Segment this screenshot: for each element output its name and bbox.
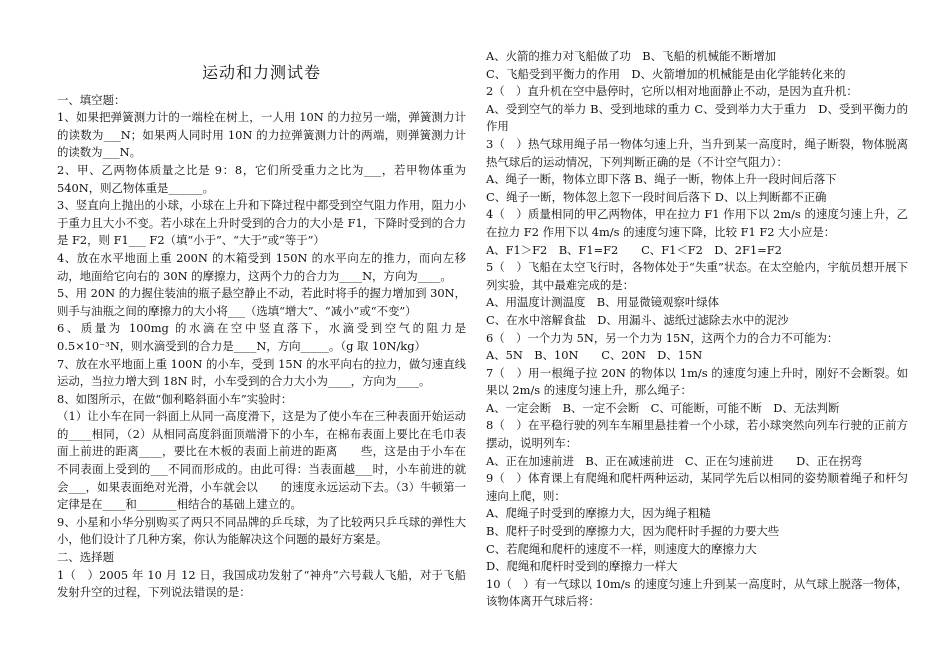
question-fill-1: 1、如果把弹簧测力计的一端栓在树上，一人用 10N 的力拉另一端，弹簧测力计的读数为___N；如果两人同时用 10N 的力拉弹簧测力计的两端，则弹簧测力计的读数为___N。	[57, 110, 466, 160]
choice-line: C、绳子一断，物体忽上忽下一段时间后落下 D、以上判断都不正确	[486, 189, 827, 204]
choice-line: A、F1＞F2 B、F1=F2 C、F1＜F2 D、2F1=F2	[486, 242, 782, 257]
choice-line: A、受到空气的举力 B、受到地球的重力 C、受到举力大于重力 D、受到平衡力的作用	[486, 101, 908, 134]
question-fill-2: 2、甲、乙两物体质量之比是 9：8，它们所受重力之比为___，若甲物体重为 540N，则乙物体重是______。	[57, 162, 466, 195]
choice-line: C、飞船受到平衡力的作用 D、火箭增加的机械能是由化学能转化来的	[486, 66, 846, 81]
question-choice-7: 7（ ）用一根绳子拉 20N 的物体以 1m/s 的速度匀速上升时，刚好不会断裂。如果以 2m/s 的速度匀速上升，那么绳子：	[486, 365, 908, 398]
question-fill-6: 6、质量为 100mg 的水滴在空中竖直落下，水滴受到空气的阻力是 0.5×10⁻³N，则水滴受到的合力是____N，方向_____。（g 取 10N/kg）	[57, 321, 466, 353]
question-choice-1: 1（ ）2005 年 10 月 12 日，我国成功发射了“神舟”六号载人飞船，对于飞船发射升空的过程，下列说法错误的是：	[57, 567, 466, 600]
question-choice-10: 10（ ）有一气球以 10m/s 的速度匀速上升到某一高度时，从气球上脱落一物体，该物体离开气球后将：	[486, 576, 908, 609]
question-choice-9: 9（ ）体育课上有爬绳和爬杆两种运动，某同学先后以相同的姿势顺着绳子和杆匀速向上爬，则：	[486, 471, 908, 503]
choice-line: A、一定会断 B、一定不会断 C、可能断，可能不断 D、无法判断	[486, 400, 840, 415]
choice-line: A、正在加速前进 B、正在减速前进 C、正在匀速前进 D、正在拐弯	[486, 453, 863, 468]
question-fill-9: 9、小星和小华分别购买了两只不同品牌的乒乓球，为了比较两只乒乓球的弹性大小，他们设计了几种方案，你认为能解决这个问题的最好方案是。	[57, 514, 466, 547]
page-title: 运动和力测试卷	[201, 63, 321, 82]
choice-line: A、爬绳子时受到的摩擦力大，因为绳子粗糙	[486, 506, 711, 521]
question-choice-2: 2（ ）直升机在空中悬停时，它所以相对地面静止不动，是因为直升机：	[486, 84, 858, 99]
section-heading-choice: 二、选择题	[57, 550, 114, 565]
choice-line: B、爬杆子时受到的摩擦力大，因为爬杆时手握的力要大些	[486, 524, 780, 539]
question-fill-3: 3、竖直向上抛出的小球，小球在上升和下降过程中都受到空气阻力作用，阻力小于重力且大小不变。若小球在上升时受到的合力的大小是 F1，下降时受到的合力是 F2，则 F1___ F2（填“小于”、“大于”或“等于”）	[57, 198, 466, 248]
question-fill-5: 5、用 20N 的力握住装油的瓶子悬空静止不动，若此时将手的握力增加到 30N，则手与油瓶之间的摩擦力的大小将___（选填“增大”、“减小”或“不变”）	[57, 286, 466, 318]
choice-line: A、绳子一断，物体立即下落 B、绳子一断，物体上升一段时间后落下	[486, 172, 837, 187]
choice-line: A、火箭的推力对飞船做了功 B、飞船的机械能不断增加	[486, 49, 776, 63]
choice-line: A、5N B、10N C、20N D、15N	[486, 348, 703, 363]
question-fill-4: 4、放在水平地面上重 200N 的木箱受到 150N 的水平向左的推力，而向左移动，地面给它向右的 30N 的摩擦力，这两个力的合力为____N，方向为____。	[57, 250, 466, 283]
choice-line: C、若爬绳和爬杆的速度不一样，则速度大的摩擦力大	[486, 541, 757, 556]
question-choice-8: 8（ ）在平稳行驶的列车车厢里悬挂着一个小球，若小球突然向列车行驶的正前方摆动，说明列车：	[486, 418, 908, 451]
choice-line: C、在水中溶解食盐 D、用漏斗、滤纸过滤除去水中的泥沙	[486, 312, 789, 327]
choice-line: D、爬绳和爬杆时受到的摩擦力一样大	[486, 559, 678, 574]
question-fill-8-body: （1）让小车在同一斜面上从同一高度滑下，这是为了使小车在三种表面开始运动的____相同，（2）从相同高度斜面顶端滑下的小车，在棉布表面上要比在毛巾表面上前进的距离____，要比在木板的表面上前进的距离 些，这是由于小车在不同表面上受到的___不同而形成的。由此可得：当表面越___时，小车前进的就会___，如果表面绝对光滑，小车就会以 的速度永远运动下去。（3）牛顿第一定律是在____和_______相结合的基础上建立的。	[57, 409, 466, 512]
section-heading-fill: 一、填空题：	[57, 92, 126, 107]
question-choice-6: 6（ ）一个力为 5N，另一个力为 15N，这两个力的合力不可能为：	[486, 330, 839, 345]
question-fill-8: 8、如图所示，在做“伽利略斜面小车”实验时：	[57, 391, 293, 406]
left-column	[57, 0, 466, 602]
right-column	[486, 0, 908, 611]
question-fill-7: 7、放在水平地面上重 100N 的小车，受到 15N 的水平向右的拉力，做匀速直线运动，当拉力增大到 18N 时，小车受到的合力大小为____，方向为____。	[57, 356, 466, 389]
question-choice-5: 5（ ）飞船在太空飞行时，各物体处于“失重”状态。在太空舱内，宇航员想开展下列实验，其中最难完成的是：	[486, 260, 908, 292]
choice-line: A、用温度计测温度 B、用显微镜观察叶绿体	[486, 295, 720, 310]
question-choice-3: 3（ ）热气球用绳子吊一物体匀速上升，当升到某一高度时，绳子断裂，物体脱离热气球后的运动情况，下列判断正确的是（不计空气阻力）：	[486, 136, 908, 169]
question-choice-4: 4（ ）质量相同的甲乙两物体，甲在拉力 F1 作用下以 2m/s 的速度匀速上升，乙在拉力 F2 作用下以 4m/s 的速度匀速下降，比较 F1 F2 大小应是：	[486, 207, 908, 239]
